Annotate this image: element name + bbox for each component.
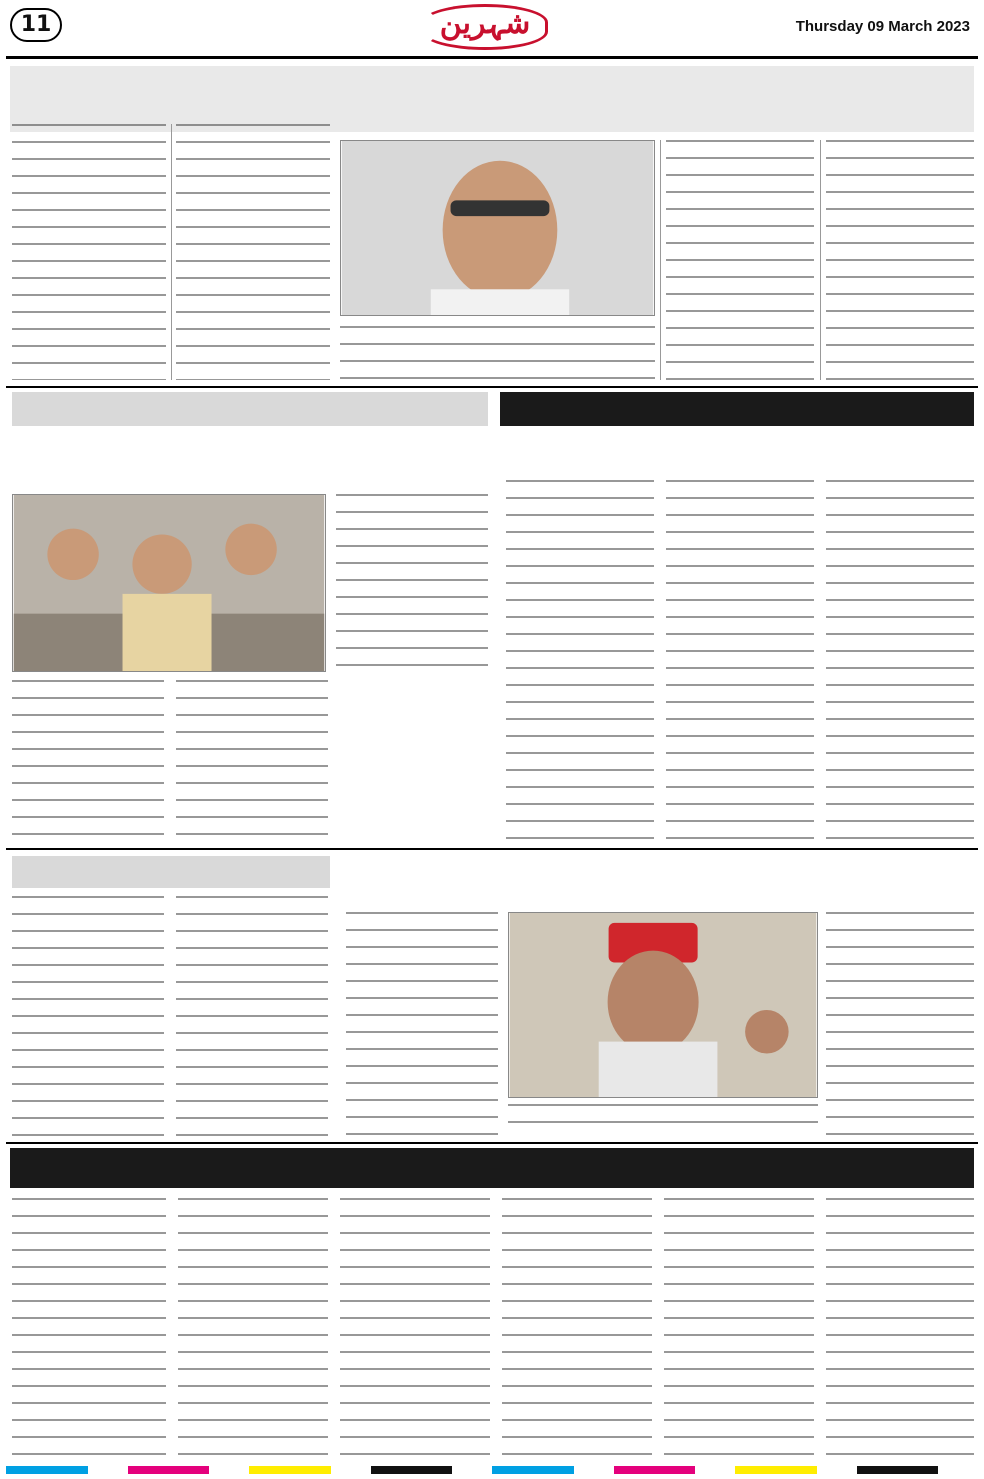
- story6-col-2: [664, 1198, 814, 1460]
- color-bar-swatch: [6, 1466, 88, 1474]
- story3-headline: [12, 434, 488, 490]
- story3-photo: [12, 494, 326, 672]
- column-divider: [660, 140, 661, 380]
- story4-col-2: [346, 912, 498, 1136]
- story4-headline: [340, 856, 974, 904]
- story1-photo-caption-text: [340, 326, 655, 380]
- story3-col-3: [12, 680, 164, 842]
- column-divider: [820, 140, 821, 380]
- story5-kicker: [12, 856, 330, 888]
- story6-col-1: [826, 1198, 974, 1460]
- color-bar-swatch: [249, 1466, 331, 1474]
- story4-photo: [508, 912, 818, 1098]
- color-bar-swatch: [614, 1466, 696, 1474]
- section-rule: [6, 1142, 978, 1144]
- portrait-photo-icon: [341, 141, 654, 315]
- portrait-photo-icon: [509, 913, 817, 1097]
- story1-photo: [340, 140, 655, 316]
- story1-col-4: [12, 124, 166, 380]
- story5-col-2: [12, 896, 164, 1136]
- logo-wordmark: شہرین: [439, 6, 531, 41]
- story2-col-2: [666, 480, 814, 842]
- color-bar-swatch: [371, 1466, 453, 1474]
- story3-col-2: [176, 680, 328, 842]
- color-bar-swatch: [492, 1466, 574, 1474]
- story6-headline: [10, 1148, 974, 1188]
- story2-col-3: [506, 480, 654, 842]
- story6-col-6: [12, 1198, 166, 1460]
- section-rule: [6, 386, 978, 388]
- story1-col-1: [826, 140, 974, 380]
- column-divider: [171, 124, 172, 380]
- dateline: Thursday 09 March 2023: [795, 18, 970, 35]
- story6-col-3: [502, 1198, 652, 1460]
- masthead-rule: [6, 56, 978, 59]
- story5-col-1: [176, 896, 328, 1136]
- story2-headline: [500, 432, 974, 474]
- newspaper-logo: [410, 4, 560, 56]
- color-bar-swatch: [857, 1466, 939, 1474]
- story1-col-2: [666, 140, 814, 380]
- crowd-photo-icon: [13, 495, 325, 671]
- section-rule: [6, 848, 978, 850]
- story3-kicker: [12, 392, 488, 426]
- story6-col-5: [178, 1198, 328, 1460]
- story2-kicker: [500, 392, 974, 426]
- story4-col-1: [826, 912, 974, 1136]
- story1-col-3: [176, 124, 330, 380]
- story3-col-1: [336, 494, 488, 674]
- color-bar-swatch: [735, 1466, 817, 1474]
- story4-photo-caption-text: [508, 1104, 818, 1136]
- story2-col-1: [826, 480, 974, 842]
- headline-main: [10, 66, 974, 132]
- color-bar-swatch: [128, 1466, 210, 1474]
- page-number: 11: [10, 8, 62, 42]
- story6-col-4: [340, 1198, 490, 1460]
